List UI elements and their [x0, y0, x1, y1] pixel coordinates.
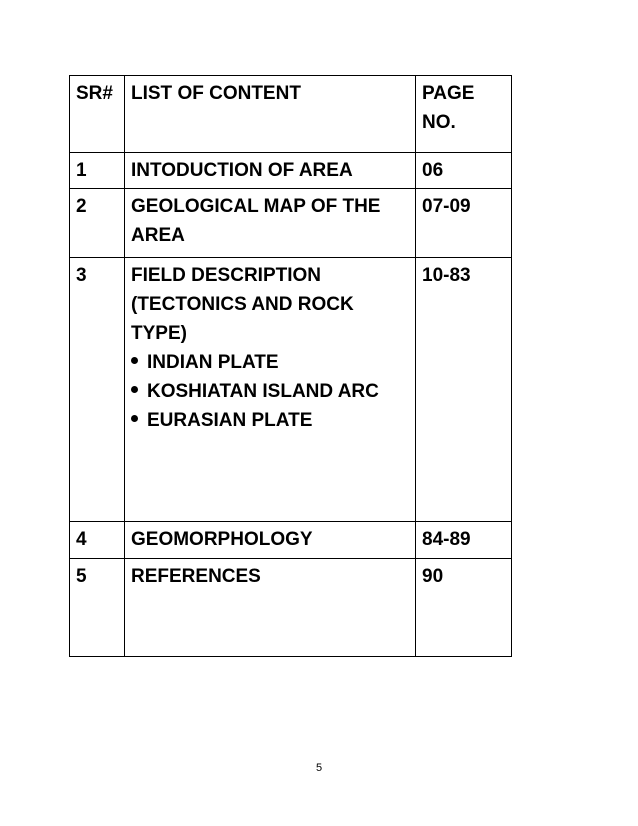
row-content-line: REFERENCES: [131, 566, 261, 587]
table-row: [70, 153, 512, 189]
row-content-line: AREA: [131, 225, 185, 246]
bullet-icon: [131, 357, 138, 364]
row-content-line: GEOLOGICAL MAP OF THE: [131, 196, 381, 217]
row-content-line: FIELD DESCRIPTION: [131, 265, 322, 286]
row-page: 84-89: [416, 522, 512, 559]
table-row: [70, 189, 512, 258]
table-row: [70, 559, 512, 657]
row-sr: 4: [70, 522, 125, 559]
bullet-icon: [131, 415, 138, 422]
row-content: [125, 559, 416, 657]
header-page-line1: PAGE: [422, 83, 475, 104]
row-content: [125, 153, 416, 189]
bullet-text: INDIAN PLATE: [147, 352, 279, 373]
bullet-item: [131, 348, 409, 377]
table-row: [70, 522, 512, 559]
header-sr: SR#: [70, 76, 125, 153]
page-number: 5: [315, 762, 323, 774]
header-content: LIST OF CONTENT: [125, 76, 416, 153]
row-content: [125, 189, 416, 258]
bullet-text: KOSHIATAN ISLAND ARC: [147, 381, 379, 402]
row-page: 90: [416, 559, 512, 657]
row-content-line: GEOMORPHOLOGY: [131, 529, 313, 550]
table-of-contents: [69, 75, 512, 657]
row-page: 06: [416, 153, 512, 189]
bullet-item: [131, 406, 409, 435]
row-sr: 5: [70, 559, 125, 657]
row-content-line: (TECTONICS AND ROCK TYPE): [131, 294, 354, 344]
bullet-icon: [131, 386, 138, 393]
row-sr: 2: [70, 189, 125, 258]
row-content: [125, 258, 416, 522]
table-row: [70, 258, 512, 522]
table-header-row: [70, 76, 512, 153]
row-sr: 3: [70, 258, 125, 522]
bullet-list: [131, 348, 409, 435]
header-page-line2: NO.: [422, 112, 456, 133]
row-content: [125, 522, 416, 559]
row-sr: 1: [70, 153, 125, 189]
row-page: 10-83: [416, 258, 512, 522]
bullet-text: EURASIAN PLATE: [147, 410, 313, 431]
header-page: [416, 76, 512, 153]
row-content-line: INTODUCTION OF AREA: [131, 160, 353, 181]
bullet-item: [131, 377, 409, 406]
row-page: 07-09: [416, 189, 512, 258]
